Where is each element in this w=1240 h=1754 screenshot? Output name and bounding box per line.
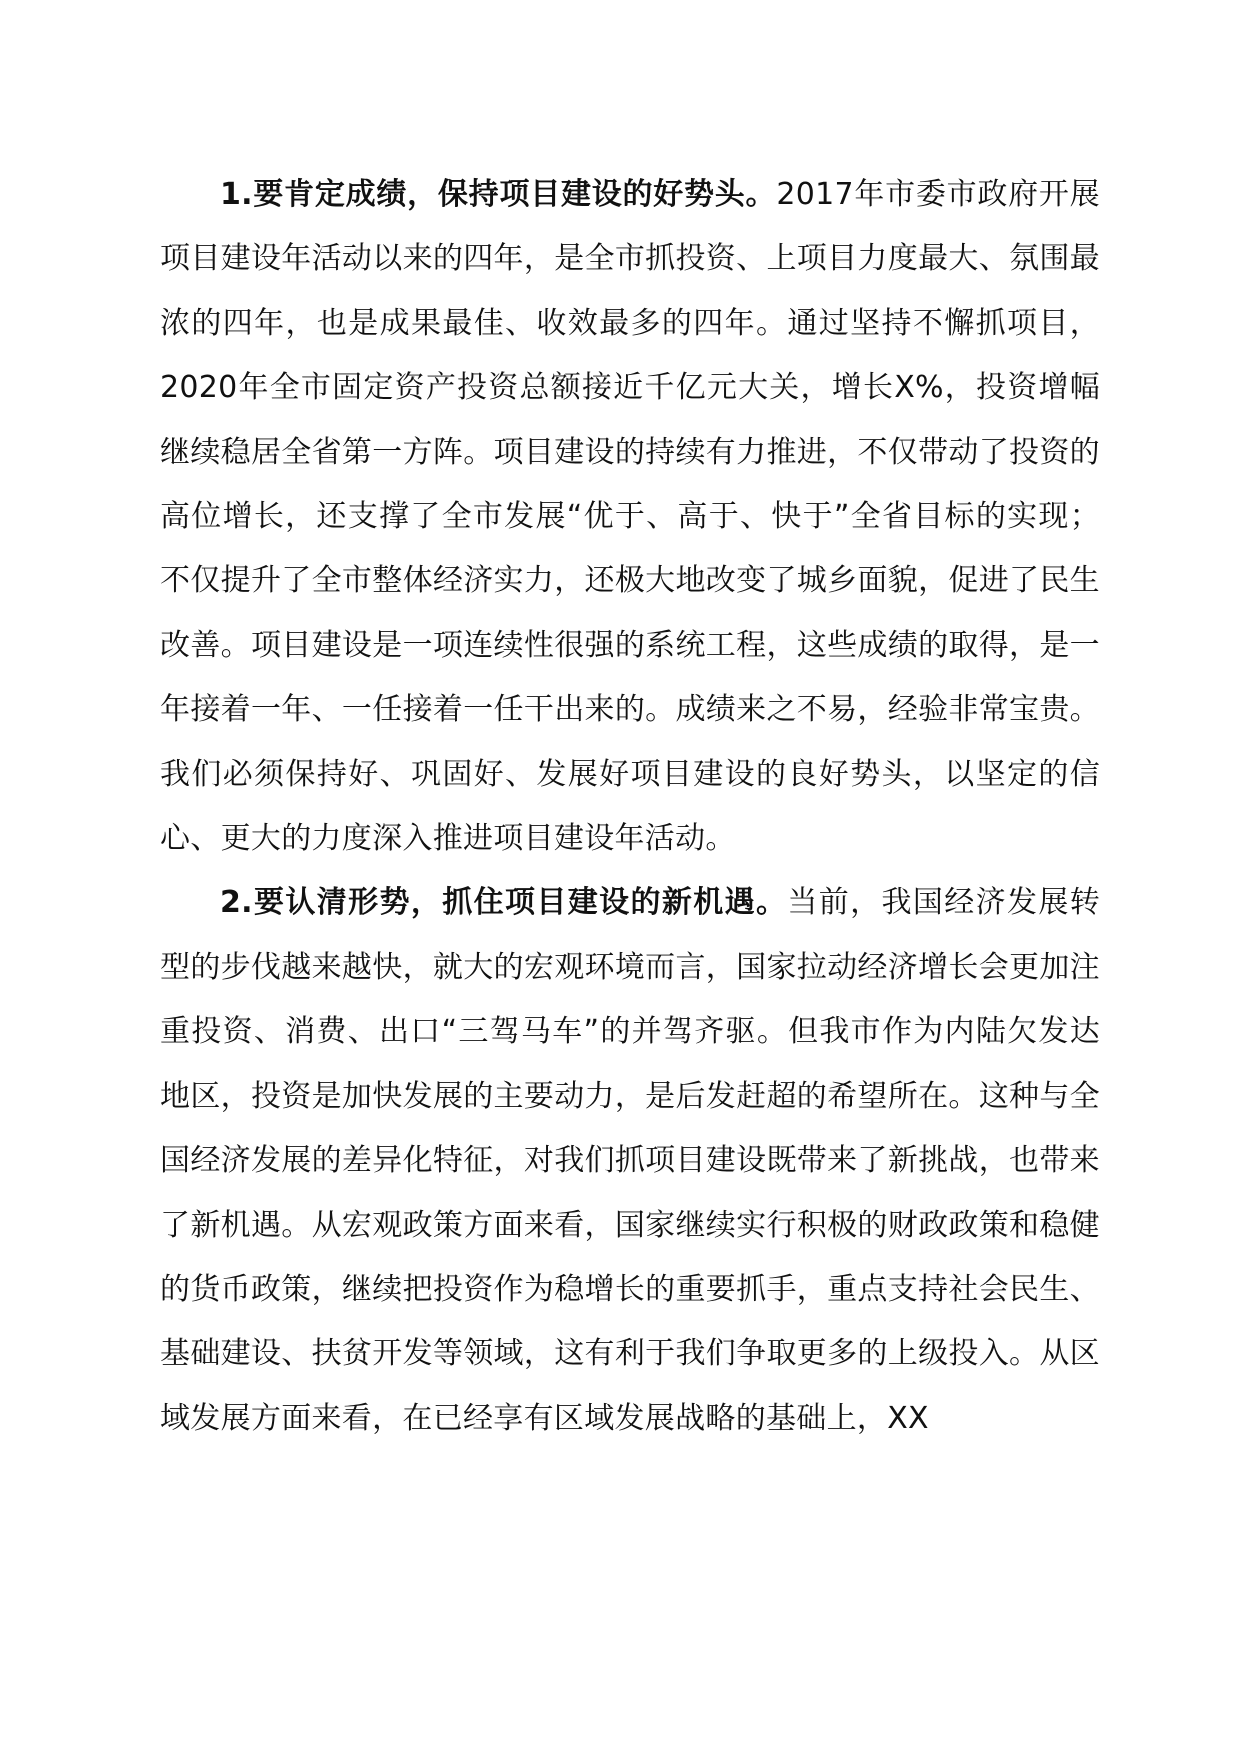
paragraph-2: [160, 871, 1100, 1451]
paragraph-1: [160, 163, 1100, 871]
paragraph-2-text: 当前，我国经济发展转型的步伐越来越快，就大的宏观环境而言，国家拉动经济增长会更加注重投资、消费、出口“三驾马车”的并驾齐驱。但我市作为内陆欠发达地区，投资是加快发展的主要动力，是后发赶超的希望所在。这种与全国经济发展的差异化特征，对我们抓项目建设既带来了新挑战，也带来了新机遇。从宏观政策方面来看，国家继续实行积极的财政政策和稳健的货币政策，继续把投资作为稳增长的重要抓手，重点支持社会民生、基础建设、扶贫开发等领域，这有利于我们争取更多的上级投入。从区域发展方面来看，在已经享有区域发展战略的基础上，XX: [160, 885, 1100, 1436]
paragraph-1-text: 2017年市委市政府开展项目建设年活动以来的四年，是全市抓投资、上项目力度最大、氛围最浓的四年，也是成果最佳、收效最多的四年。通过坚持不懈抓项目，2020年全市固定资产投资总额接近千亿元大关，增长X%，投资增幅继续稳居全省第一方阵。项目建设的持续有力推进，不仅带动了投资的高位增长，还支撑了全市发展“优于、高于、快于”全省目标的实现；不仅提升了全市整体经济实力，还极大地改变了城乡面貌，促进了民生改善。项目建设是一项连续性很强的系统工程，这些成绩的取得，是一年接着一年、一任接着一任干出来的。成绩来之不易，经验非常宝贵。我们必须保持好、巩固好、发展好项目建设的良好势头，以坚定的信心、更大的力度深入推进项目建设年活动。: [160, 177, 1100, 857]
paragraph-1-heading: 1.要肯定成绩，保持项目建设的好势头。: [220, 177, 777, 212]
document-body: [160, 163, 1100, 1451]
paragraph-2-heading: 2.要认清形势，抓住项目建设的新机遇。: [220, 885, 788, 921]
